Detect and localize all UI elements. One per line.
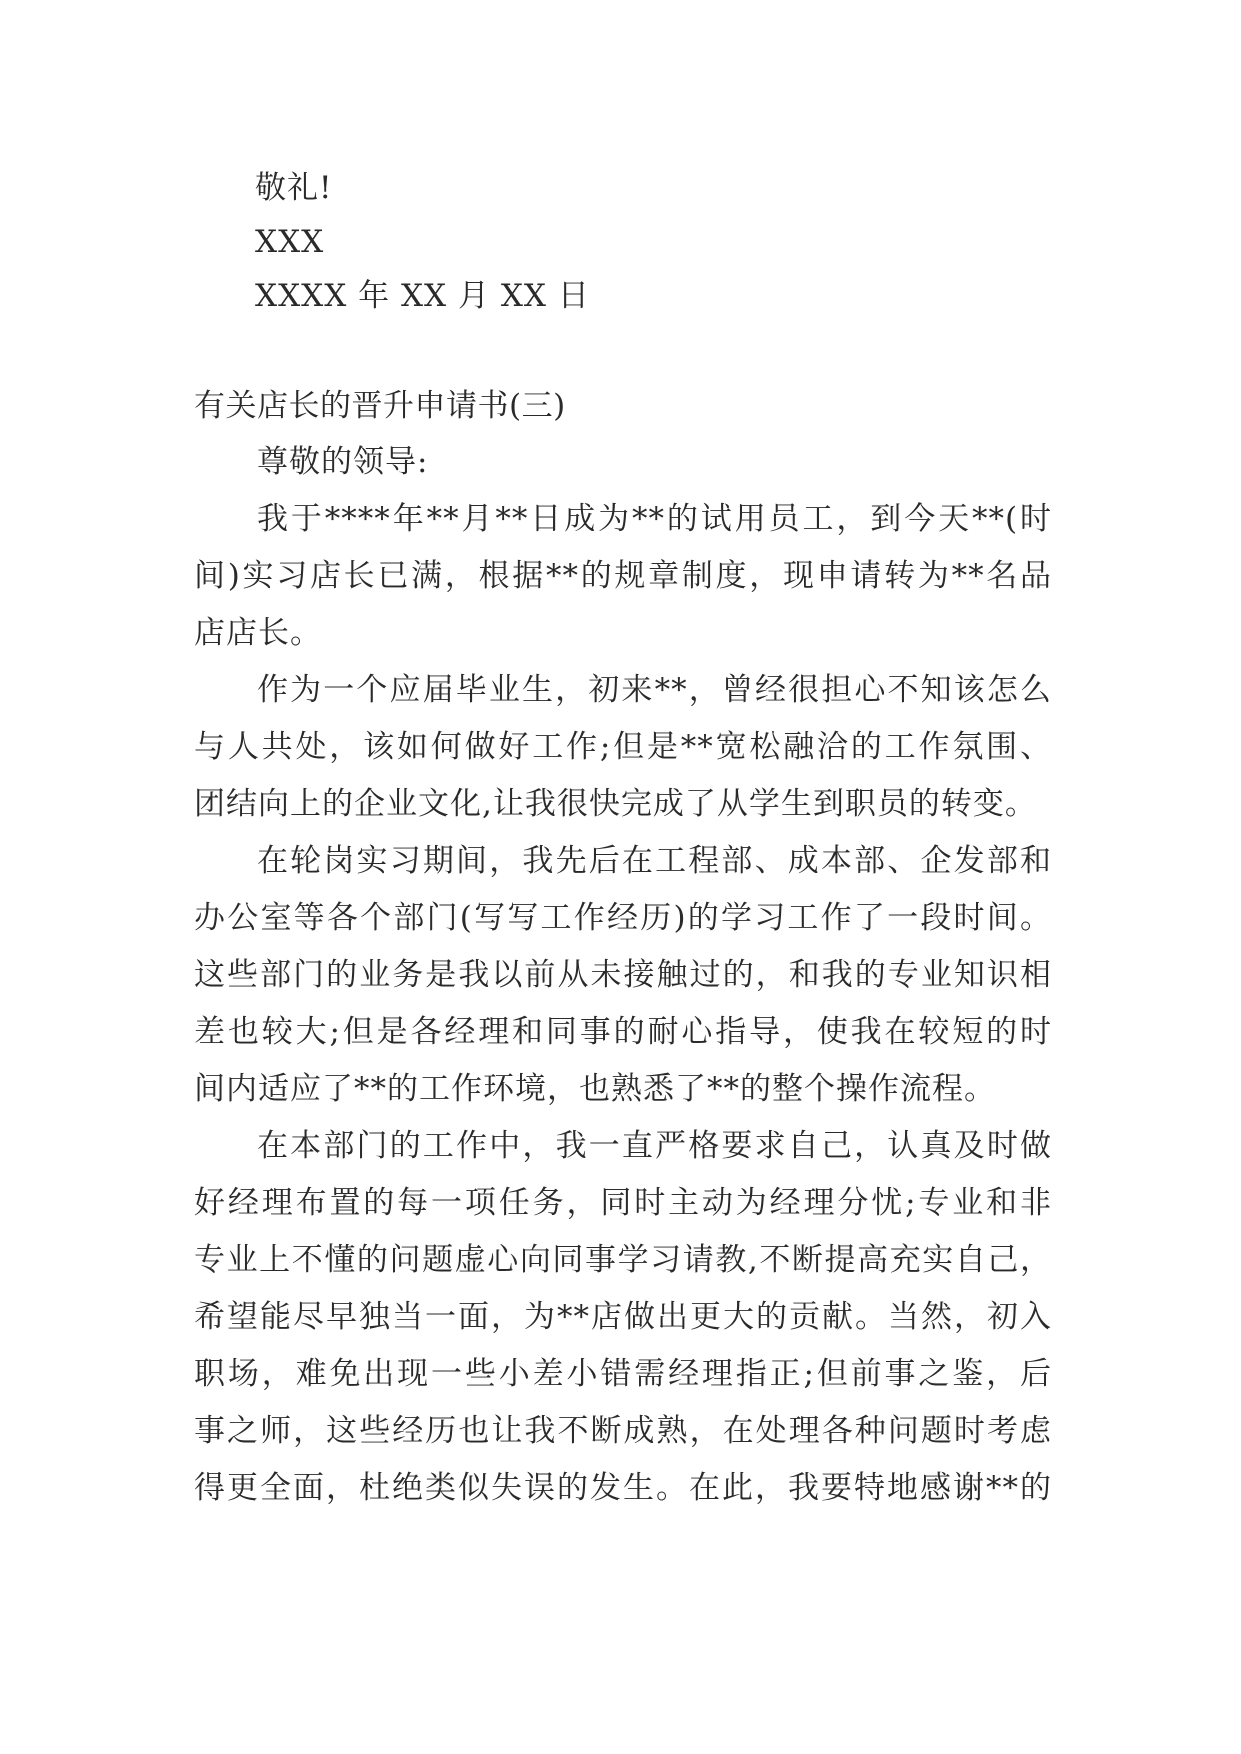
paragraph-2-line-1: 作为一个应届毕业生，初来**，曾经很担心不知该怎么 (257, 672, 1052, 708)
paragraph-3-line-1: 在轮岗实习期间，我先后在工程部、成本部、企发部和 (257, 843, 1052, 879)
salutation: 尊敬的领导: (257, 444, 429, 480)
paragraph-1-line-1: 我于****年**月**日成为**的试用员工，到今天**(时 (257, 501, 1052, 537)
paragraph-2-line-2: 与人共处，该如何做好工作;但是**宽松融洽的工作氛围、 (194, 729, 1052, 765)
paragraph-1-line-3: 店店长。 (194, 615, 322, 651)
paragraph-2-line-3: 团结向上的企业文化,让我很快完成了从学生到职员的转变。 (194, 786, 1037, 822)
paragraph-4-line-4: 希望能尽早独当一面，为**店做出更大的贡献。当然，初入 (194, 1299, 1052, 1335)
paragraph-4-line-3: 专业上不懂的问题虚心向同事学习请教,不断提高充实自己， (194, 1242, 1052, 1278)
paragraph-4-line-2: 好经理布置的每一项任务，同时主动为经理分忧;专业和非 (194, 1185, 1052, 1221)
paragraph-4-line-5: 职场，难免出现一些小差小错需经理指正;但前事之鉴，后 (194, 1356, 1052, 1392)
paragraph-3-line-2: 办公室等各个部门(写写工作经历)的学习工作了一段时间。 (194, 900, 1052, 936)
closing-date: XXXX 年 XX 月 XX 日 (255, 278, 590, 314)
paragraph-4-line-6: 事之师，这些经历也让我不断成熟，在处理各种问题时考虑 (194, 1413, 1052, 1449)
closing-signature: XXX (255, 224, 325, 260)
paragraph-4-line-7: 得更全面，杜绝类似失误的发生。在此，我要特地感谢**的 (194, 1470, 1052, 1506)
paragraph-1-line-2: 间)实习店长已满，根据**的规章制度，现申请转为**名品 (194, 558, 1052, 594)
paragraph-3-line-4: 差也较大;但是各经理和同事的耐心指导，使我在较短的时 (194, 1014, 1052, 1050)
paragraph-3-line-5: 间内适应了**的工作环境，也熟悉了**的整个操作流程。 (194, 1071, 996, 1107)
paragraph-3-line-3: 这些部门的业务是我以前从未接触过的，和我的专业知识相 (194, 957, 1052, 993)
closing-regards: 敬礼! (255, 170, 333, 206)
document-title: 有关店长的晋升申请书(三) (194, 388, 566, 424)
paragraph-4-line-1: 在本部门的工作中，我一直严格要求自己，认真及时做 (257, 1128, 1052, 1164)
